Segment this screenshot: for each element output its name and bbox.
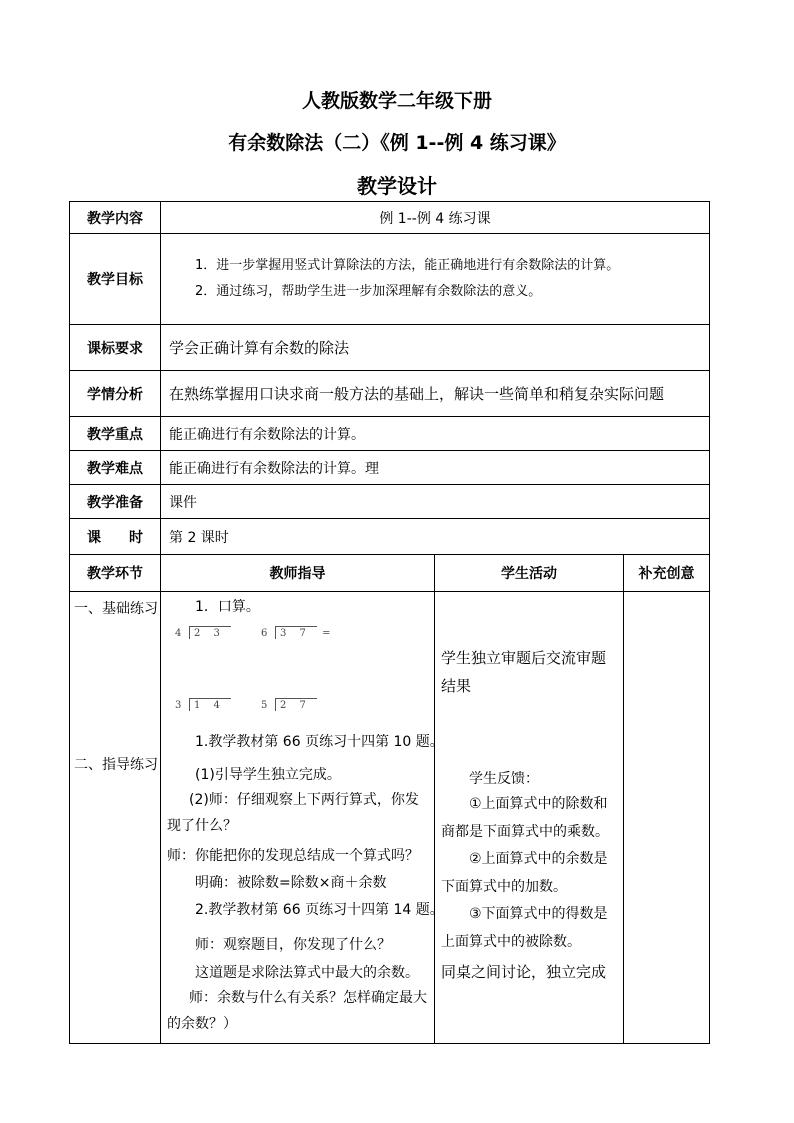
teacher-line: 2.教学教材第 66 页练习十四第 14 题。 <box>195 902 444 918</box>
header-stage: 教学环节 <box>70 555 161 592</box>
division-problem: 3 1 4 <box>175 698 231 711</box>
row-process-header <box>70 555 710 592</box>
doc-title: 人教版数学二年级下册 <box>301 90 492 112</box>
difficult-value: 能正确进行有余数除法的计算。理 <box>161 451 710 485</box>
row-key <box>70 417 710 451</box>
teacher-line: 明确：被除数=除数×商＋余数 <box>195 875 387 891</box>
row-goals <box>70 234 710 325</box>
division-problem: 6 3 7 = <box>261 628 331 639</box>
goals-label: 教学目标 <box>70 234 161 325</box>
row-prep <box>70 485 710 519</box>
period-label: 课 时 <box>70 519 161 555</box>
stage-guided: 二、指导练习 <box>74 757 158 773</box>
header-teacher: 教师指导 <box>161 555 435 592</box>
standard-label: 课标要求 <box>70 325 161 371</box>
extra-cell <box>624 592 710 1044</box>
standard-value: 学会正确计算有余数的除法 <box>161 325 710 371</box>
division-problem: 5 2 7 <box>261 698 317 711</box>
analysis-value: 在熟练掌握用口诀求商一般方法的基础上，解诀一些简单和稍复杂实际问题 <box>161 371 710 417</box>
period-value: 第 2 课时 <box>161 519 710 555</box>
teacher-line: 这道题是求除法算式中最大的余数。 <box>195 965 419 981</box>
key-label: 教学重点 <box>70 417 161 451</box>
prep-label: 教学准备 <box>70 485 161 519</box>
student-line: 学生独立审题后交流审题结果 <box>441 649 607 695</box>
doc-heading: 教学设计 <box>357 174 437 198</box>
row-process-body <box>70 592 710 1044</box>
student-line: 学生反馈： <box>469 771 539 787</box>
goal-item: 1．进一步掌握用竖式计算除法的方法，能正确地进行有余数除法的计算。 <box>195 258 620 273</box>
teacher-line: 1．口算。 <box>195 599 260 615</box>
lesson-plan-table <box>69 201 710 1044</box>
goal-item: 2．通过练习，帮助学生进一步加深理解有余数除法的意义。 <box>195 284 542 299</box>
doc-subtitle: 有余数除法（二）《例 1--例 4 练习课》 <box>228 132 566 154</box>
row-period <box>70 519 710 555</box>
content-value: 例 1--例 4 练习课 <box>161 202 710 234</box>
teacher-line: 师：你能把你的发现总结成一个算式吗？ <box>167 848 419 864</box>
student-line: 同桌之间讨论，独立完成 <box>441 963 607 981</box>
row-difficult <box>70 451 710 485</box>
teacher-line: 师：余数与什么有关系？怎样确定最大的余数？） <box>167 990 427 1032</box>
teacher-line: 师：观察题目，你发现了什么？ <box>195 937 391 953</box>
student-line: ①上面算式中的除数和商都是下面算式中的乘数。 <box>441 796 609 840</box>
division-problem: 4 2 3 <box>175 626 231 639</box>
header-student: 学生活动 <box>435 555 624 592</box>
content-label: 教学内容 <box>70 202 161 234</box>
student-line: ③下面算式中的得数是上面算式中的被除数。 <box>441 906 608 950</box>
student-line: ②上面算式中的余数是下面算式中的加数。 <box>441 851 608 895</box>
teacher-line: 1.教学教材第 66 页练习十四第 10 题。 <box>195 734 444 750</box>
row-standard <box>70 325 710 371</box>
analysis-label: 学情分析 <box>70 371 161 417</box>
header-extra: 补充创意 <box>624 555 710 592</box>
prep-value: 课件 <box>161 485 710 519</box>
stage-basic: 一、基础练习 <box>74 601 158 617</box>
difficult-label: 教学难点 <box>70 451 161 485</box>
goals-value <box>161 234 710 325</box>
teacher-cell <box>161 592 444 1044</box>
teacher-line: (1)引导学生独立完成。 <box>195 767 341 783</box>
key-value: 能正确进行有余数除法的计算。 <box>161 417 710 451</box>
student-cell <box>435 592 624 1044</box>
row-analysis <box>70 371 710 417</box>
teacher-line: (2)师：仔细观察上下两行算式，你发现了什么？ <box>167 792 419 834</box>
stage-cell <box>70 592 161 1044</box>
row-content <box>70 202 710 234</box>
